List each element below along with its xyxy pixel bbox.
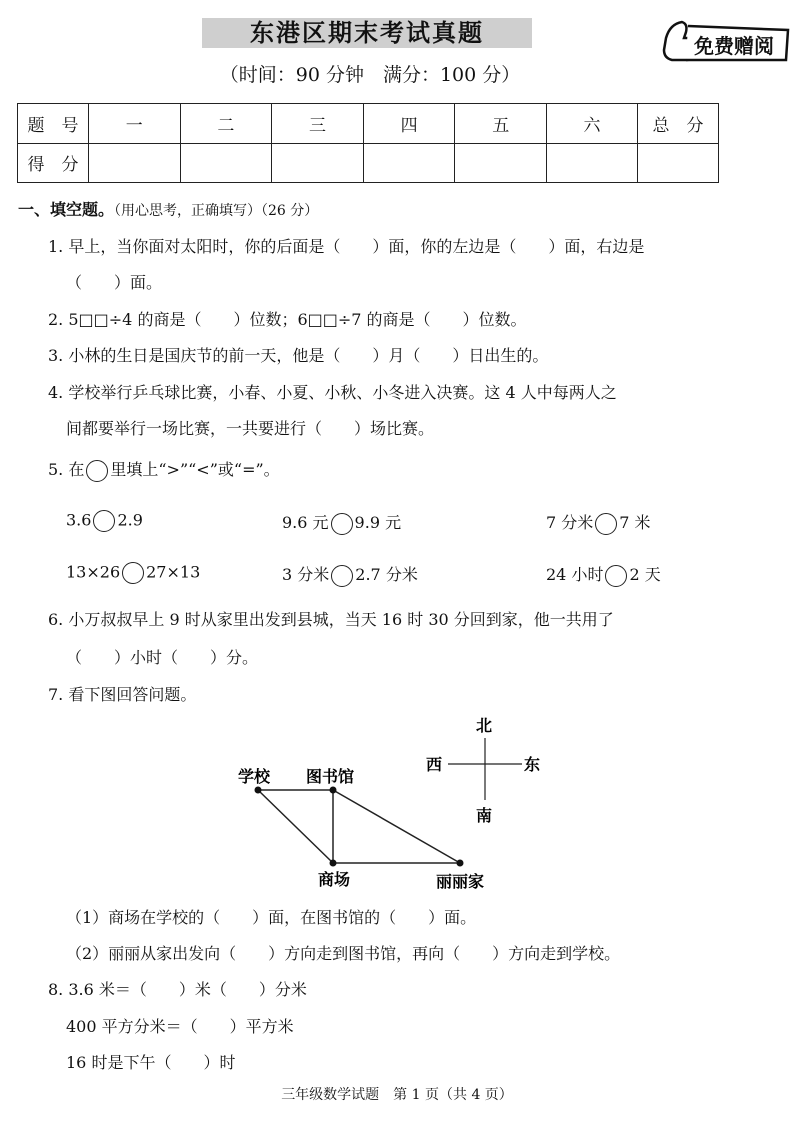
- circle-icon: [86, 460, 108, 482]
- route-school-mall: [258, 790, 333, 863]
- compare-right: 7 米: [619, 513, 651, 532]
- mall-point: [330, 860, 337, 867]
- question-1-line1: 1. 早上，当你面对太阳时，你的后面是（ ）面，你的左边是（ ）面，右边是: [48, 237, 645, 256]
- compass-south: 南: [476, 806, 493, 825]
- question-3: 3. 小林的生日是国庆节的前一天，他是（ ）月（ ）日出生的。: [48, 346, 549, 365]
- score-cell[interactable]: [89, 143, 181, 183]
- compare-left: 24 小时: [546, 565, 604, 584]
- score-header-cell: 一: [89, 104, 181, 144]
- school-label: 学校: [238, 767, 271, 786]
- exam-title: 东港区期末考试真题: [202, 18, 532, 48]
- mall-label: 商场: [318, 870, 351, 889]
- compare-left: 3 分米: [282, 565, 330, 584]
- question-4-line2: 间都要举行一场比赛，一共要进行（ ）场比赛。: [66, 419, 435, 438]
- compare-item: [282, 562, 418, 587]
- question-1-line2: （ ）面。: [66, 273, 163, 292]
- score-header-cell: 五: [455, 104, 547, 144]
- score-cell[interactable]: [638, 143, 719, 183]
- section-title: [18, 197, 318, 220]
- home-point: [457, 860, 464, 867]
- library-point: [330, 787, 337, 794]
- compare-item: [546, 510, 651, 535]
- score-cell[interactable]: [272, 143, 364, 183]
- compare-item: [66, 510, 143, 532]
- question-2: 2. 5□□÷4 的商是（ ）位数；6□□÷7 的商是（ ）位数。: [48, 310, 527, 329]
- compare-circle[interactable]: [331, 565, 353, 587]
- score-cell[interactable]: [455, 143, 547, 183]
- score-header-cell: 三: [272, 104, 364, 144]
- question-4-line1: 4. 学校举行乒乓球比赛，小春、小夏、小秋、小冬进入决赛。这 4 人中每两人之: [48, 383, 617, 402]
- section-heading: 一、填空题。: [18, 200, 115, 219]
- score-header-cell: 二: [180, 104, 272, 144]
- score-table-header-row: [18, 104, 719, 144]
- compare-circle[interactable]: [595, 513, 617, 535]
- score-header-cell: 四: [363, 104, 455, 144]
- compare-circle[interactable]: [605, 565, 627, 587]
- score-cell[interactable]: [180, 143, 272, 183]
- compare-circle[interactable]: [122, 562, 144, 584]
- page-footer: 三年级数学试题 第 1 页（共 4 页）: [281, 1087, 513, 1103]
- question-6-line2: （ ）小时（ ）分。: [66, 648, 259, 667]
- score-row-label: 得 分: [18, 143, 89, 183]
- location-map: [230, 708, 560, 898]
- compare-right: 2.9: [117, 510, 143, 530]
- free-gift-badge: 免费赠阅: [694, 34, 774, 58]
- question-8-line1: 8. 3.6 米＝（ ）米（ ）分米: [48, 980, 307, 999]
- question-7: 7. 看下图回答问题。: [48, 685, 197, 704]
- compare-left: 13×26: [66, 562, 121, 582]
- compare-right: 2.7 分米: [355, 565, 418, 584]
- score-header-cell: 题 号: [18, 104, 89, 144]
- compass-east: 东: [524, 755, 541, 774]
- question-8-line2: 400 平方分米＝（ ）平方米: [66, 1017, 294, 1036]
- compare-item: [282, 510, 401, 535]
- school-point: [255, 787, 262, 794]
- score-cell[interactable]: [363, 143, 455, 183]
- question-7-sub1: （1）商场在学校的（ ）面，在图书馆的（ ）面。: [66, 908, 477, 927]
- compare-left: 9.6 元: [282, 513, 329, 532]
- route-library-home: [333, 790, 460, 863]
- score-cell[interactable]: [547, 143, 638, 183]
- compare-right: 27×13: [146, 562, 201, 582]
- compare-left: 7 分米: [546, 513, 594, 532]
- question-6-line1: 6. 小万叔叔早上 9 时从家里出发到县城，当天 16 时 30 分回到家，他一共用了: [48, 610, 614, 629]
- compare-circle[interactable]: [331, 513, 353, 535]
- score-header-cell: 六: [547, 104, 638, 144]
- compare-item: [546, 562, 661, 587]
- compare-right: 9.9 元: [354, 513, 402, 532]
- home-label: 丽丽家: [436, 872, 485, 891]
- question-7-sub2: （2）丽丽从家出发向（ ）方向走到图书馆，再向（ ）方向走到学校。: [66, 944, 621, 963]
- question-5-post: 里填上“>”“<”或“=”。: [110, 460, 280, 479]
- score-header-cell: 总 分: [638, 104, 719, 144]
- compare-circle[interactable]: [93, 510, 115, 532]
- compass-west: 西: [426, 755, 443, 774]
- section-note: （用心思考，正确填写）（26 分）: [114, 203, 319, 219]
- score-table: [17, 103, 719, 183]
- exam-subtitle: （时间：90 分钟 满分：100 分）: [219, 64, 521, 86]
- compare-left: 3.6: [66, 510, 92, 530]
- question-8-line3: 16 时是下午（ ）时: [66, 1053, 236, 1072]
- library-label: 图书馆: [306, 767, 355, 786]
- compare-right: 2 天: [629, 565, 661, 584]
- question-5: [48, 457, 280, 482]
- compare-item: [66, 562, 200, 584]
- compass-north: 北: [476, 716, 493, 735]
- question-5-pre: 5. 在: [48, 460, 85, 479]
- score-table-score-row: [18, 143, 719, 183]
